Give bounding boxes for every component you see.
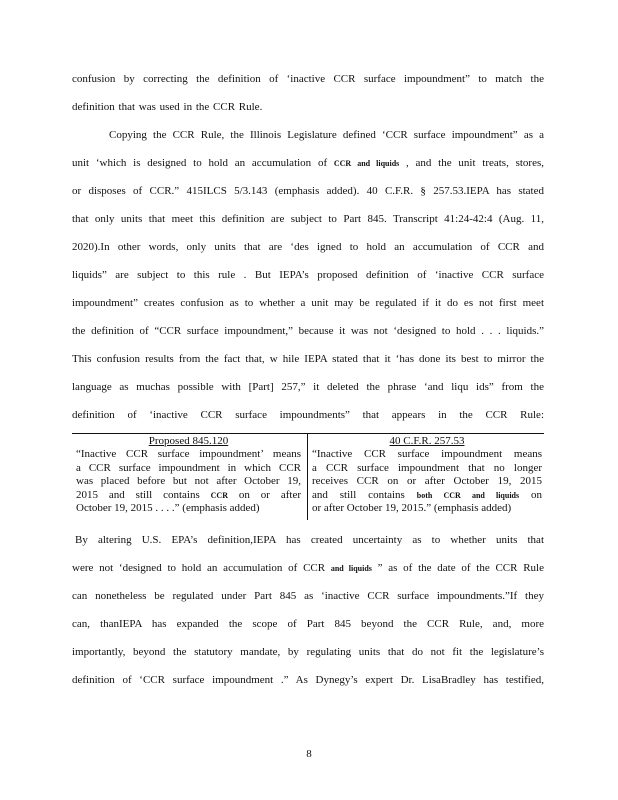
body-line-18: importantly, beyond the statutory mandate, by regulating units that do not fit the legislature’s — [72, 646, 544, 658]
cfr-257-line: a CCR surface impoundment that no longer — [312, 461, 542, 474]
body-line-6: that only units that meet this definition are subject to Part 845. Transcript 41:24-42:4 (Aug. 11, — [72, 213, 544, 225]
proposed-845-line: October 19, 2015 . . . .” (emphasis added) — [76, 502, 260, 514]
proposed-845-line: “Inactive CCR surface impoundment’ means — [76, 448, 301, 460]
definition-comparison-table — [72, 433, 544, 520]
body-line-10: the definition of “CCR surface impoundment,” because it was not ‘designed to hold . . . liquids.” — [72, 325, 544, 337]
cfr-257-line: receives CCR on or after October 19, 2015 — [312, 475, 542, 487]
cfr-257-line: or after October 19, 2015.” (emphasis added) — [312, 502, 512, 514]
body-line-9: impoundment” creates confusion as to whether a unit may be regulated if it do es not first meet — [72, 297, 544, 309]
table-divider — [307, 434, 308, 520]
body-line-3: Copying the CCR Rule, the Illinois Legislature defined ‘CCR surface impoundment” as a — [109, 129, 544, 141]
proposed-845-line: 2015 and still contains CCR on or after — [76, 488, 302, 501]
proposed-845-column — [76, 434, 301, 520]
cfr-257-column — [312, 434, 542, 520]
body-line-11: This confusion results from the fact that, w hile IEPA stated that it ‘has done its best to mirror the — [72, 353, 544, 365]
cfr-257-header: 40 C.F.R. 257.53 — [389, 435, 465, 447]
body-line-7: 2020).In other words, only units that are ‘des igned to hold an accumulation of CCR and — [72, 241, 544, 253]
body-line-14: By altering U.S. EPA’s definition,IEPA has created uncertainty as to whether units that — [75, 534, 544, 546]
page-number: 8 — [306, 748, 312, 760]
body-line-5: or disposes of CCR.” 415ILCS 5/3.143 (emphasis added). 40 C.F.R. § 257.53.IEPA has stated — [72, 185, 544, 197]
body-line-4: unit ‘which is designed to hold an accumulation of CCR and liquids , and the unit treats, stores, — [72, 157, 545, 169]
body-line-13: definition of ‘inactive CCR surface impoundments” that appears in the CCR Rule: — [72, 409, 544, 421]
proposed-845-line: was placed before but not after October 19, — [76, 475, 301, 487]
body-line-19: definition of ‘CCR surface impoundment .” As Dynegy’s expert Dr. LisaBradley has testified, — [72, 674, 544, 686]
ccr-liquids-emphasis: CCR and liquids — [333, 159, 400, 168]
body-line-15: were not ‘designed to hold an accumulation of CCR and liquids ” as of the date of the CCR Rule — [72, 562, 544, 574]
proposed-845-header: Proposed 845.120 — [148, 435, 229, 447]
cfr-257-line: “Inactive CCR surface impoundment means — [312, 448, 542, 460]
body-line-2: definition that was used in the CCR Rule. — [72, 101, 263, 113]
cfr-257-line: and still contains both CCR and liquids on — [312, 488, 543, 501]
body-line-8: liquids” are subject to this rule . But IEPA’s proposed definition of ‘inactive CCR surface — [72, 269, 544, 281]
body-line-1: confusion by correcting the definition of ‘inactive CCR surface impoundment” to match the — [72, 73, 544, 85]
proposed-845-line: a CCR surface impoundment in which CCR — [76, 461, 301, 474]
body-line-16: can nonetheless be regulated under Part 845 as ‘inactive CCR surface impoundments.”If they — [72, 590, 544, 602]
body-line-12: language as muchas possible with [Part] 257,” it deleted the phrase ‘and liqu ids” from the — [72, 381, 544, 393]
body-line-17: can, thanIEPA has expanded the scope of Part 845 beyond the CCR Rule, and, more — [72, 618, 544, 630]
